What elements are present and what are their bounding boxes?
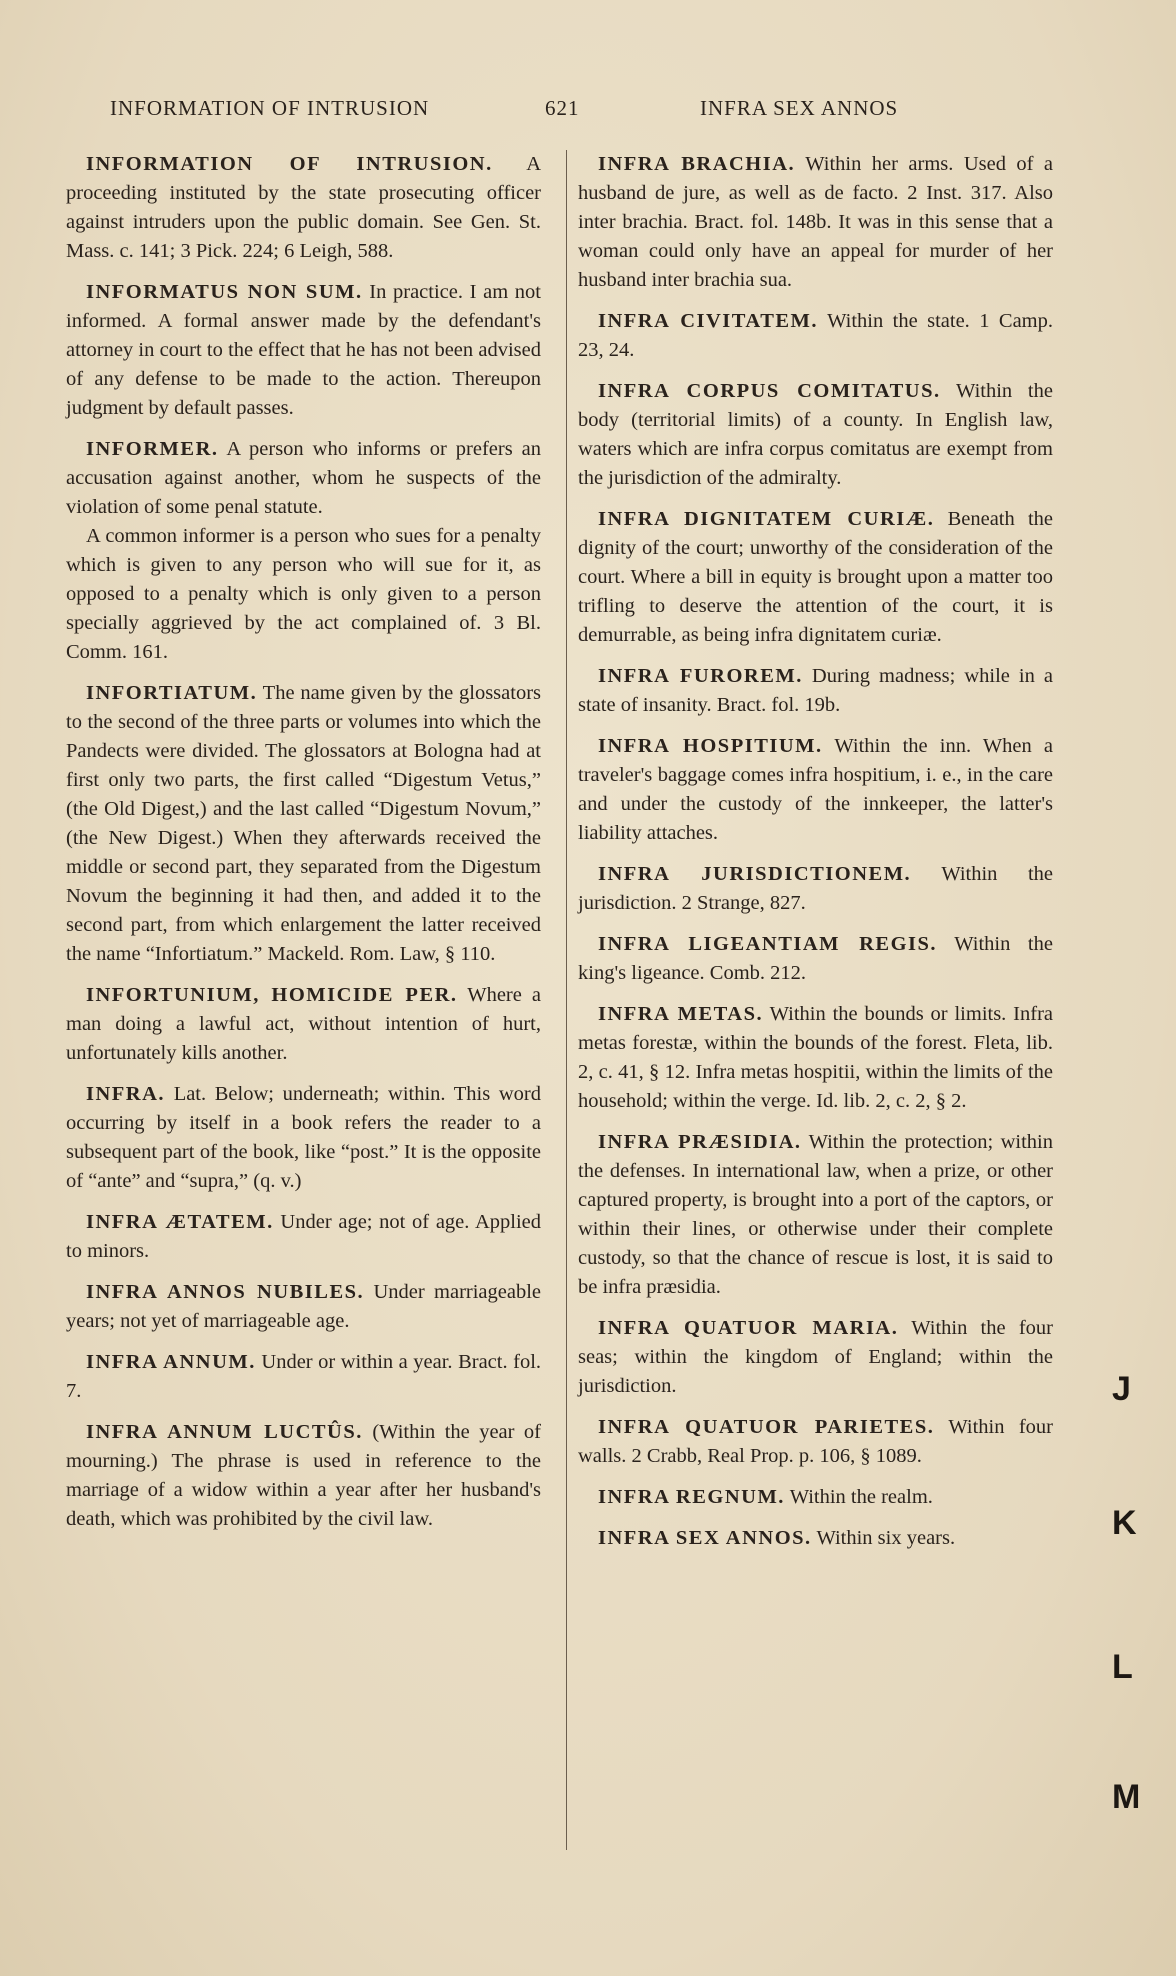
- column-divider: [566, 150, 567, 1850]
- definition: Within the king's ligeance. Comb. 212.: [578, 933, 1053, 984]
- definition: A person who informs or prefers an accusation against another, whom he suspects of the violation of some penal statute.: [66, 438, 542, 518]
- definition: Within the realm.: [789, 1486, 933, 1508]
- entry-infra: [66, 1080, 541, 1196]
- definition: A proceeding instituted by the state prosecuting officer against intruders upon the public domain. See Gen. St. Mass. c. 141; 3 Pick. 224; 6 Leigh, 588.: [66, 153, 541, 262]
- headword: INFRA HOSPITIUM.: [598, 735, 823, 757]
- entry-infra-dignitatem-curiae: [578, 505, 1053, 650]
- definition: Within her arms. Used of a husband de jure, as well as de facto. 2 Inst. 317. Also inter brachia. Bract. fol. 148b. It was in this sense that a woman could only have an appeal for murder of her husband inter brachia sua.: [578, 153, 1053, 291]
- definition: Within the protection; within the defenses. In international law, when a prize, or other captured property, is brought into a port of the captors, or within their lines, or otherwise under their complete custody, so that the chance of rescue is lost, it is said to be infra præsidia.: [578, 1131, 1053, 1298]
- entry-infra-furorem: [578, 662, 1053, 720]
- definition: Under age; not of age. Applied to minors.: [66, 1211, 541, 1262]
- entry-infra-metas: [578, 1000, 1053, 1116]
- definition: In practice. I am not informed. A formal answer made by the defendant's attorney in court to the effect that he has not been advised of any defense to be made to the action. Thereupon judgment by default passes.: [66, 281, 541, 419]
- entry-infra-quatuor-parietes: [578, 1413, 1053, 1471]
- entry-infra-annum-luctus: [66, 1418, 541, 1534]
- header-right-guideword: INFRA SEX ANNOS: [700, 96, 899, 120]
- running-head: [110, 96, 970, 126]
- definition: Within six years.: [816, 1527, 956, 1549]
- entry-infortiatum: [66, 679, 541, 969]
- entry-infra-jurisdictionem: [578, 860, 1053, 918]
- headword: INFORTUNIUM, HOMICIDE PER.: [86, 984, 458, 1006]
- headword: INFRA QUATUOR PARIETES.: [598, 1416, 935, 1438]
- entry-infra-civitatem: [578, 307, 1053, 365]
- headword: INFRA.: [86, 1083, 166, 1105]
- definition: Within the state. 1 Camp. 23, 24.: [578, 310, 1053, 361]
- entry-infra-hospitium: [578, 732, 1053, 848]
- entry-informer: [66, 435, 541, 667]
- headword: INFRA FUROREM.: [598, 665, 803, 687]
- headword: INFRA METAS.: [598, 1003, 764, 1025]
- headword: INFRA DIGNITATEM CURIÆ.: [598, 508, 935, 530]
- definition: During madness; while in a state of insanity. Bract. fol. 19b.: [578, 665, 1054, 716]
- headword: INFRA QUATUOR MARIA.: [598, 1317, 899, 1339]
- page-number: 621: [545, 96, 580, 120]
- definition: Within the jurisdiction. 2 Strange, 827.: [578, 863, 1053, 914]
- definition: Where a man doing a lawful act, without intention of hurt, unfortunately kills another.: [66, 984, 541, 1064]
- definition-continued: A common informer is a person who sues for a penalty which is given to any person who will sue for it, as opposed to a penalty which is only given to a person specially aggrieved by the act complained of. 3 Bl. Comm. 161.: [66, 525, 541, 663]
- headword: INFRA ANNOS NUBILES.: [86, 1281, 365, 1303]
- entry-infortunium-homicide-per: [66, 981, 541, 1068]
- headword: INFORMATION OF INTRUSION.: [86, 153, 493, 175]
- definition: Lat. Below; underneath; within. This word occurring by itself in a book refers the reader to a subsequent part of the book, like “post.” It is the opposite of “ante” and “supra,” (q. v.): [66, 1083, 541, 1192]
- definition: Beneath the dignity of the court; unworthy of the consideration of the court. Where a bill in equity is brought upon a matter too trifling to deserve the attention of the court, it is demurrable, as being infra dignitatem curiæ.: [578, 508, 1053, 646]
- entry-infra-ligeantiam-regis: [578, 930, 1053, 988]
- header-left-guideword: INFORMATION OF INTRUSION: [110, 96, 430, 120]
- entry-infra-corpus-comitatus: [578, 377, 1053, 493]
- entry-informatus-non-sum: [66, 278, 541, 423]
- headword: INFRA LIGEANTIAM REGIS.: [598, 933, 938, 955]
- entry-infra-aetatem: [66, 1208, 541, 1266]
- left-column: [66, 150, 541, 1546]
- headword: INFORMATUS NON SUM.: [86, 281, 363, 303]
- thumb-index-m: M: [1112, 1778, 1141, 1816]
- entry-information-of-intrusion: [66, 150, 541, 266]
- headword: INFRA BRACHIA.: [598, 153, 796, 175]
- definition: The name given by the glossators to the second of the three parts or volumes into which the Pandects were divided. The glossators at Bologna had at first only two parts, the first called “Digestum Vetus,” (the Old Digest,) and the last called “Digestum Novum,” (the New Digest.) When they afterwards received the middle or second part, they separated from the Digestum Novum the beginning it had then, and added it to the second part, from which enlargement the latter received the name “Infortiatum.” Mackeld. Rom. Law, § 110.: [66, 682, 541, 965]
- entry-infra-sex-annos: [578, 1524, 1053, 1553]
- headword: INFRA JURISDICTIONEM.: [598, 863, 912, 885]
- definition: Under marriageable years; not yet of marriageable age.: [66, 1281, 542, 1332]
- thumb-index-l: L: [1112, 1648, 1133, 1686]
- definition: Within the four seas; within the kingdom of England; within the jurisdiction.: [578, 1317, 1053, 1397]
- headword: INFRA REGNUM.: [598, 1486, 785, 1508]
- headword: INFRA ANNUM.: [86, 1351, 256, 1373]
- entry-infra-regnum: [578, 1483, 1053, 1512]
- thumb-index-j: J: [1112, 1370, 1131, 1408]
- headword: INFRA ÆTATEM.: [86, 1211, 274, 1233]
- headword: INFRA SEX ANNOS.: [598, 1527, 812, 1549]
- entry-infra-praesidia: [578, 1128, 1053, 1302]
- headword: INFRA PRÆSIDIA.: [598, 1131, 802, 1153]
- thumb-index-k: K: [1112, 1504, 1137, 1542]
- definition: Under or within a year. Bract. fol. 7.: [66, 1351, 542, 1402]
- definition: Within the inn. When a traveler's baggage comes infra hospitium, i. e., in the care and under the custody of the innkeeper, the latter's liability attaches.: [578, 735, 1053, 844]
- headword: INFRA CORPUS COMITATUS.: [598, 380, 941, 402]
- headword: INFORMER.: [86, 438, 219, 460]
- entry-infra-annos-nubiles: [66, 1278, 541, 1336]
- definition: Within the bounds or limits. Infra metas forestæ, within the bounds of the forest. Fleta, lib. 2, c. 41, § 12. Infra metas hospitii, within the limits of the household; within the verge. Id. lib. 2, c. 2, § 2.: [578, 1003, 1053, 1112]
- definition: Within the body (territorial limits) of a county. In English law, waters which are infra corpus comitatus are exempt from the jurisdiction of the admiralty.: [578, 380, 1053, 489]
- definition: Within four walls. 2 Crabb, Real Prop. p. 106, § 1089.: [578, 1416, 1053, 1467]
- headword: INFRA ANNUM LUCTÛS.: [86, 1421, 363, 1443]
- entry-infra-annum: [66, 1348, 541, 1406]
- entry-infra-quatuor-maria: [578, 1314, 1053, 1401]
- headword: INFRA CIVITATEM.: [598, 310, 819, 332]
- right-column: [578, 150, 1053, 1565]
- definition: (Within the year of mourning.) The phrase is used in reference to the marriage of a widow within a year after her husband's death, which was prohibited by the civil law.: [66, 1421, 542, 1530]
- entry-infra-brachia: [578, 150, 1053, 295]
- headword: INFORTIATUM.: [86, 682, 258, 704]
